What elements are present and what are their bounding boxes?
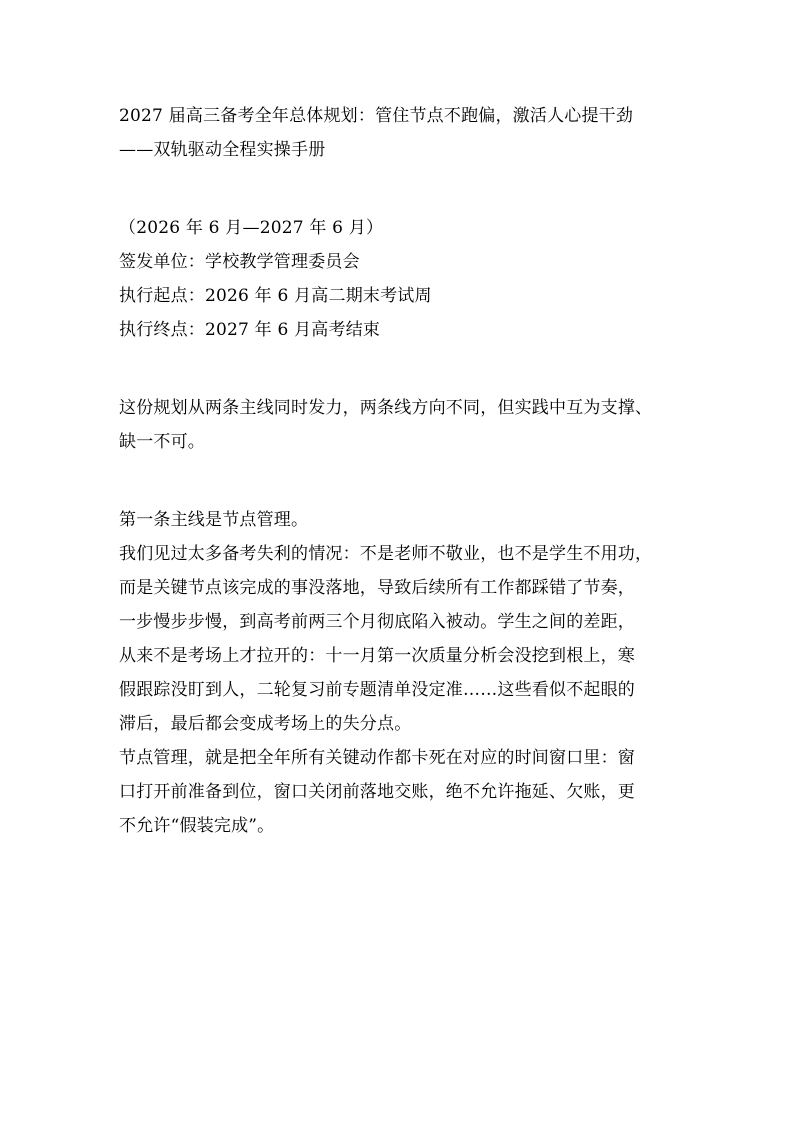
issuer-line: 签发单位：学校教学管理委员会 [119, 252, 360, 272]
spacer [119, 167, 679, 211]
intro-line-2: 缺一不可。 [119, 432, 205, 452]
paragraph-line: 滞后，最后都会变成考场上的失分点。 [119, 714, 412, 734]
spacer [119, 459, 679, 503]
end-line: 执行终点：2027 年 6 月高考结束 [119, 320, 381, 340]
period-line: （2026 年 6 月—2027 年 6 月） [119, 218, 384, 238]
paragraph-line: 节点管理，就是把全年所有关键动作都卡死在对应的时间窗口里：窗 [119, 748, 635, 768]
paragraph-line: 不允许“假装完成”。 [119, 816, 275, 836]
start-line: 执行起点：2026 年 6 月高二期末考试周 [119, 286, 432, 306]
paragraph-line: 而是关键节点该完成的事没落地，导致后续所有工作都踩错了节奏， [119, 578, 635, 598]
spacer [119, 347, 679, 391]
intro-line-1: 这份规划从两条主线同时发力，两条线方向不同，但实践中互为支撑、 [119, 398, 653, 418]
paragraph-line: 假跟踪没盯到人，二轮复习前专题清单没定准……这些看似不起眼的 [119, 680, 635, 700]
section-heading: 第一条主线是节点管理。 [119, 510, 309, 530]
title-line-2: ——双轨驱动全程实操手册 [119, 140, 326, 160]
document-body [119, 99, 679, 843]
paragraph-line: 口打开前准备到位，窗口关闭前落地交账，绝不允许拖延、欠账，更 [119, 782, 635, 802]
paragraph-line: 一步慢步步慢，到高考前两三个月彻底陷入被动。学生之间的差距， [119, 612, 635, 632]
paragraph-line: 我们见过太多备考失利的情况：不是老师不敬业，也不是学生不用功， [119, 544, 653, 564]
title-line-1: 2027 届高三备考全年总体规划：管住节点不跑偏，激活人心提干劲 [119, 106, 634, 126]
paragraph-line: 从来不是考场上才拉开的：十一月第一次质量分析会没挖到根上，寒 [119, 646, 635, 666]
